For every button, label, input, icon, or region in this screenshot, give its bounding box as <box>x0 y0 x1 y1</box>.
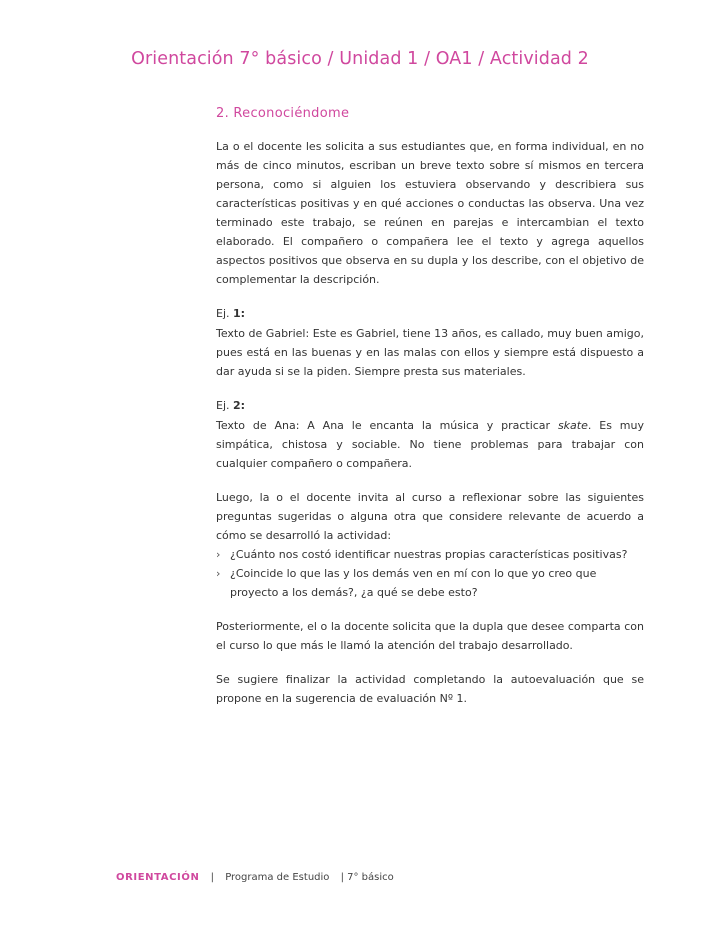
example-2-text-start: Texto de Ana: A Ana le encanta la música y practicar <box>216 419 558 432</box>
question-text: ¿Coincide lo que las y los demás ven en mí con lo que yo creo que proyecto a los demás?, ¿a qué se debe esto? <box>230 567 597 599</box>
example-1-label <box>216 304 644 323</box>
chevron-right-icon: › <box>216 567 221 580</box>
example-2-text <box>216 416 644 473</box>
reflection-paragraph: Luego, la o el docente invita al curso a reflexionar sobre las siguientes preguntas sugeridas o alguna otra que considere relevante de acuerdo a cómo se desarrolló la actividad: <box>216 491 644 542</box>
suggestion-paragraph: Se sugiere finalizar la actividad completando la autoevaluación que se propone en la sugerencia de evaluación Nº 1. <box>216 673 644 705</box>
footer-separator: | <box>210 872 214 883</box>
example-2-label-prefix: Ej. <box>216 399 233 412</box>
example-1-text: Texto de Gabriel: Este es Gabriel, tiene 13 años, es callado, muy buen amigo, pues está en las buenas y en las malas con ellos y siempre está dispuesto a dar ayuda si se la piden. Siempre presta sus materiales. <box>216 327 644 378</box>
example-1-label-prefix: Ej. <box>216 307 233 320</box>
intro-paragraph: La o el docente les solicita a sus estudiantes que, en forma individual, en no más de cinco minutos, escriban un breve texto sobre sí mismos en tercera persona, como si alguien los estuviera observando y describiera sus características positivas y en qué acciones o conductas las observa. Una vez terminado este trabajo, se reúnen en parejas e intercambian el texto elaborado. El compañero o compañera lee el texto y agrega aquellos aspectos positivos que observa en su dupla y los describe, con el objetivo de complementar la descripción. <box>216 140 644 286</box>
list-item <box>216 564 644 602</box>
list-item <box>216 545 644 564</box>
question-list <box>216 545 644 602</box>
footer-program: Programa de Estudio <box>225 872 330 883</box>
footer-grade: | 7° básico <box>340 872 394 883</box>
page-title: Orientación 7° básico / Unidad 1 / OA1 / Actividad 2 <box>131 49 589 69</box>
example-1-label-number: 1: <box>233 307 246 320</box>
main-content <box>216 104 644 723</box>
example-2-label-number: 2: <box>233 399 246 412</box>
footer-subject: ORIENTACIÓN <box>116 872 200 883</box>
page-footer <box>116 872 394 883</box>
chevron-right-icon: › <box>216 548 221 561</box>
example-2-italic-word: skate <box>557 419 588 432</box>
question-text: ¿Cuánto nos costó identificar nuestras propias características positivas? <box>230 548 628 561</box>
closing-paragraph: Posteriormente, el o la docente solicita que la dupla que desee comparta con el curso lo que más le llamó la atención del trabajo desarrollado. <box>216 620 644 652</box>
example-2-text-end: . Es muy simpática, chistosa y sociable. No tiene problemas para trabajar con cualquier compañero o compañera. <box>216 419 644 470</box>
section-title: 2. Reconociéndome <box>216 106 350 121</box>
example-2-label <box>216 396 644 415</box>
